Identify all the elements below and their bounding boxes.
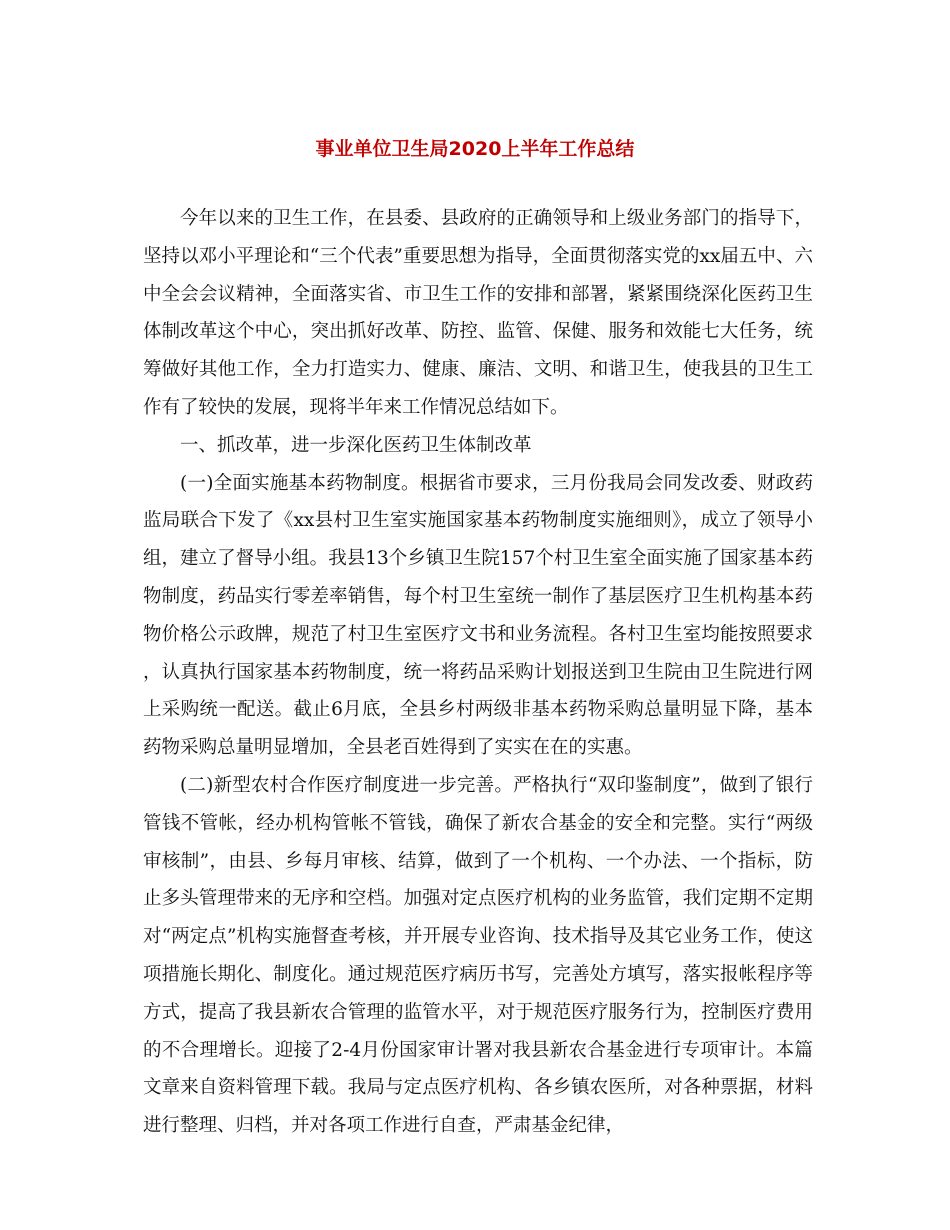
paragraph-essential-drugs: (一)全面实施基本药物制度。根据省市要求，三月份我局会同发改委、财政药监局联合下发了《xx县村卫生室实施国家基本药物制度实施细则》，成立了领导小组，建立了督导小组。我县13个乡镇卫生院157个村卫生室全面实施了国家基本药物制度，药品实行零差率销售，每个村卫生室统一制作了基层医疗卫生机构基本药物价格公示政牌，规范了村卫生室医疗文书和业务流程。各村卫生室均能按照要求，认真执行国家基本药物制度，统一将药品采购计划报送到卫生院由卫生院进行网上采购统一配送。截止6月底，全县乡村两级非基本药物采购总量明显下降，基本药物采购总量明显增加，全县老百姓得到了实实在在的实惠。 [143,472,813,759]
document-title: 事业单位卫生局2020上半年工作总结 [315,138,635,160]
document-body [143,200,813,1145]
paragraph-rural-medical-cooperative: (二)新型农村合作医疗制度进一步完善。严格执行“双印鉴制度”，做到了银行管钱不管帐，经办机构管帐不管钱，确保了新农合基金的安全和完整。实行“两级审核制”，由县、乡每月审核、结算，做到了一个机构、一个办法、一个指标，防止多头管理带来的无序和空档。加强对定点医疗机构的业务监管，我们定期不定期对“两定点”机构实施督查考核，并开展专业咨询、技术指导及其它业务工作，使这项措施长期化、制度化。通过规范医疗病历书写，完善处方填写，落实报帐程序等方式，提高了我县新农合管理的监管水平，对于规范医疗服务行为，控制医疗费用的不合理增长。迎接了2-4月份国家审计署对我县新农合基金进行专项审计。本篇文章来自资料管理下载。我局与定点医疗机构、各乡镇农医所，对各种票据，材料进行整理、归档，并对各项工作进行自查，严肃基金纪律， [143,774,813,1137]
section-heading-reform: 一、抓改革，进一步深化医药卫生体制改革 [180,434,532,456]
paragraph-intro: 今年以来的卫生工作，在县委、县政府的正确领导和上级业务部门的指导下，坚持以邓小平理论和“三个代表”重要思想为指导，全面贯彻落实党的xx届五中、六中全会会议精神，全面落实省、市卫生工作的安排和部署，紧紧围绕深化医药卫生体制改革这个中心，突出抓好改革、防控、监管、保健、服务和效能七大任务，统筹做好其他工作，全力打造实力、健康、廉洁、文明、和谐卫生，使我县的卫生工作有了较快的发展，现将半年来工作情况总结如下。 [143,208,813,418]
